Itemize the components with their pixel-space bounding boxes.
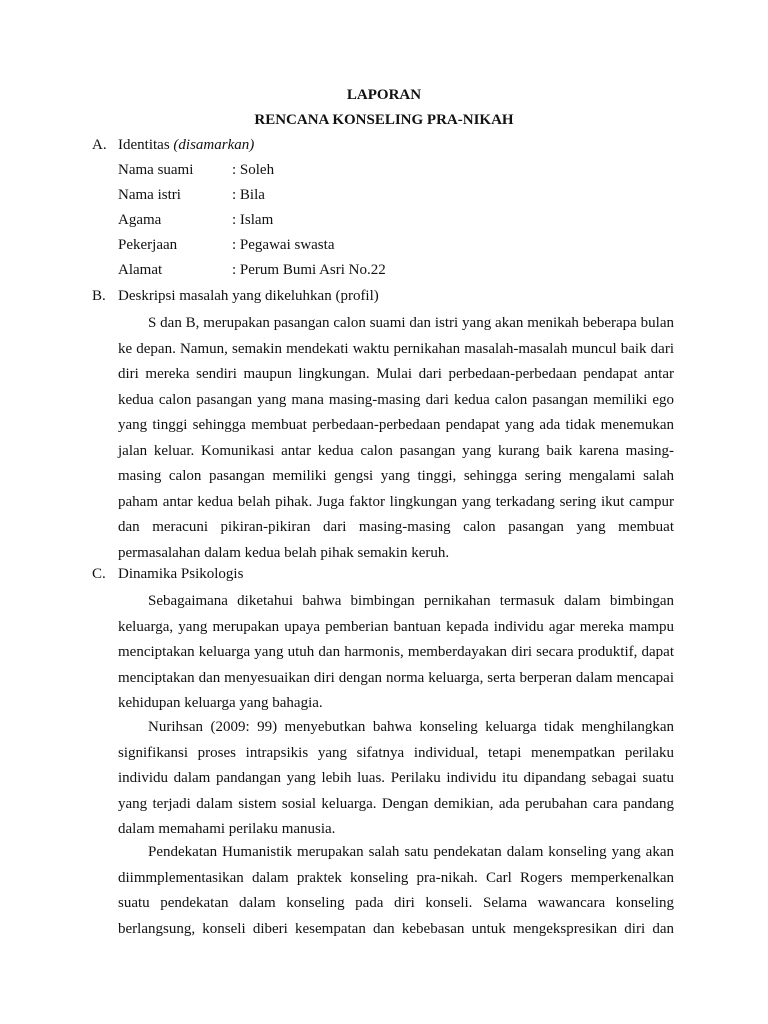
section-c-heading	[92, 566, 243, 583]
paragraph: S dan B, merupakan pasangan calon suami dan istri yang akan menikah beberapa bulan ke depan. Namun, semakin mendekati waktu pernikahan masalah-masalah muncul baik dari diri mereka sendiri maupun lingkungan. Mulai dari perbedaan-perbedaan pendapat antar kedua calon pasangan yang mana masing-masing dari kedua calon pasangan memiliki ego yang tinggi sehingga membuat perbedaan-perbedaan pendapat yang ada tidak menemukan jalan keluar. Komunikasi antar kedua calon pasangan yang kurang baik karena masing-masing calon pasangan memiliki gengsi yang tinggi, sehingga sering mengalami salah paham antar kedua belah pihak. Juga faktor lingkungan yang terkadang sering ikut campur dan meracuni pikiran-pikiran dari masing-masing calon pasangan yang membuat permasalahan dalam kedua belah pihak semakin keruh.	[118, 315, 674, 561]
identity-value: : Pegawai swasta	[232, 237, 335, 253]
identity-row	[118, 187, 265, 204]
identity-key: Agama	[118, 212, 162, 228]
identity-row	[118, 237, 334, 254]
paragraph: Nurihsan (2009: 99) menyebutkan bahwa konseling keluarga tidak menghilangkan signifikansi proses intrapsikis yang sifatnya individual, tetapi menempatkan perilaku individu dalam pandangan yang lebih luas. Perilaku individu itu dipandang sebagai suatu yang terjadi dalam sistem sosial keluarga. Dengan demikian, ada perubahan cara pandang dalam memahami perilaku manusia.	[118, 719, 674, 837]
identity-key: Nama istri	[118, 187, 181, 203]
identity-value: : Soleh	[232, 162, 275, 178]
report-subtitle: RENCANA KONSELING PRA-NIKAH	[254, 112, 514, 128]
identity-value: : Bila	[232, 187, 265, 203]
identity-row	[118, 212, 273, 229]
identity-key: Alamat	[118, 262, 163, 278]
section-c-title: Dinamika Psikologis	[118, 566, 244, 582]
section-b-title: Deskripsi masalah yang dikeluhkan (profil)	[118, 288, 379, 304]
section-a-label: A.	[92, 137, 107, 153]
identity-value: : Perum Bumi Asri No.22	[232, 262, 386, 278]
section-c-label: C.	[92, 566, 106, 582]
paragraph: Sebagaimana diketahui bahwa bimbingan pernikahan termasuk dalam bimbingan keluarga, yang merupakan upaya pemberian bantuan kepada individu agar mereka mampu menciptakan keluarga yang utuh dan harmonis, memberdayakan diri secara produktif, dapat menciptakan dan menyesuaikan diri dengan norma keluarga, serta berperan dalam mencapai kehidupan keluarga yang bahagia.	[118, 593, 674, 711]
section-b-label: B.	[92, 288, 106, 304]
identity-key: Pekerjaan	[118, 237, 178, 253]
section-b-heading	[92, 288, 379, 305]
section-a-title: Identitas	[118, 137, 170, 153]
section-a-note: (disamarkan)	[173, 137, 255, 153]
identity-row	[118, 162, 274, 179]
section-a-heading	[92, 137, 254, 154]
identity-key: Nama suami	[118, 162, 194, 178]
report-title: LAPORAN	[346, 87, 422, 103]
identity-row	[118, 262, 386, 279]
paragraph: Pendekatan Humanistik merupakan salah satu pendekatan dalam konseling yang akan diimmplementasikan dalam praktek konseling pra-nikah. Carl Rogers memperkenalkan suatu pendekatan dalam konseling pada diri konseli. Selama wawancara konseling berlangsung, konseli diberi kesempatan dan kebebasan untuk mengekspresikan diri dan	[118, 844, 674, 937]
identity-value: : Islam	[232, 212, 274, 228]
